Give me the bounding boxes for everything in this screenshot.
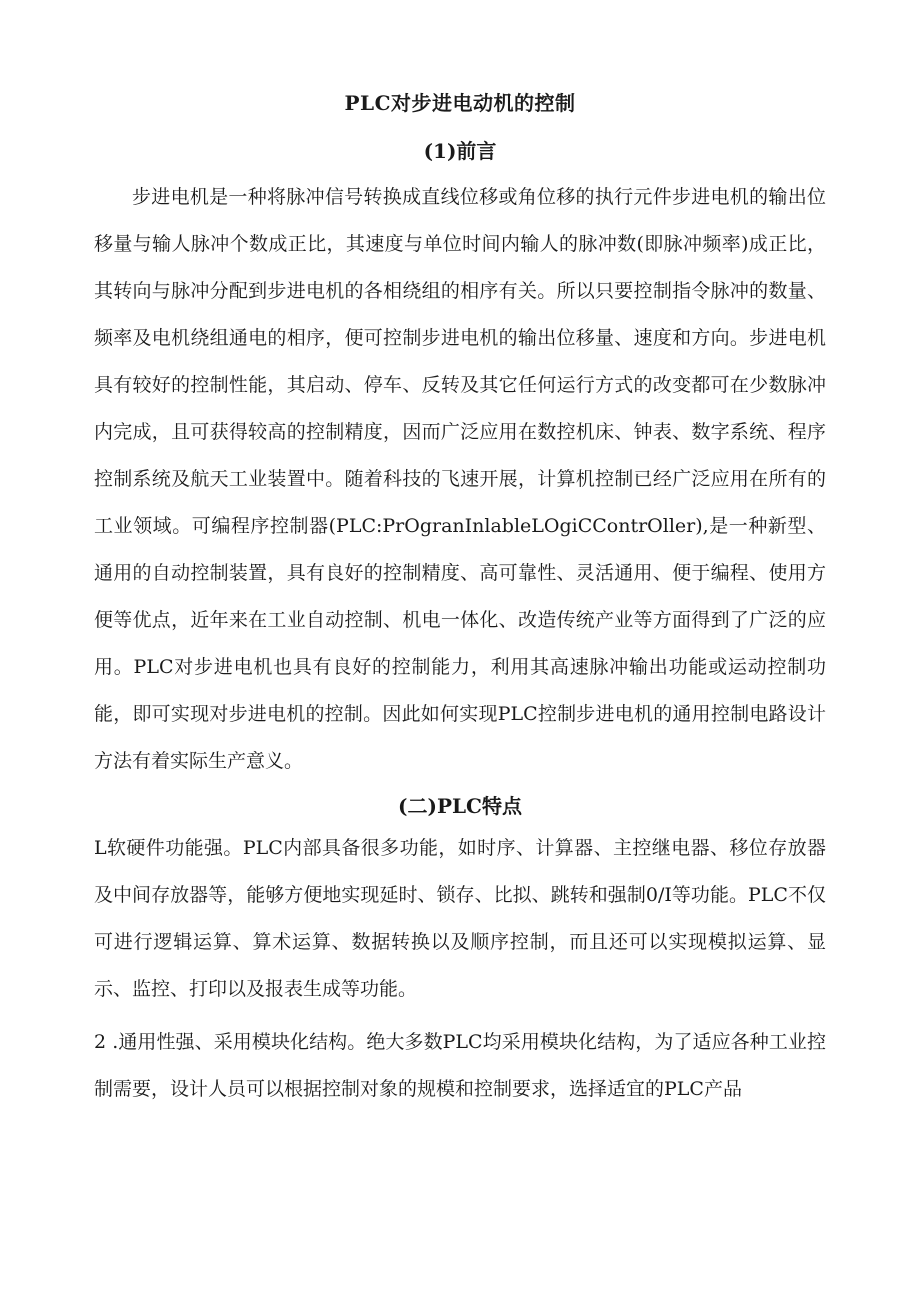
section-heading-plc-features: (二)PLC特点 bbox=[398, 794, 522, 818]
feature-item-1: L软硬件功能强。PLC内部具备很多功能，如时序、计算器、主控继电器、移位存放器及中间存放器等，能够方便地实现延时、锁存、比拟、跳转和强制0/I等功能。PLC不仅可进行逻辑运算、算术运算、数据转换以及顺序控制，而且还可以实现模拟运算、显示、监控、打印以及报表生成等功能。 bbox=[94, 837, 826, 1000]
preface-paragraph: 步进电机是一种将脉冲信号转换成直线位移或角位移的执行元件步进电机的输出位移量与输人脉冲个数成正比，其速度与单位时间内输人的脉冲数(即脉冲频率)成正比，其转向与脉冲分配到步进电机的各相绕组的相序有关。所以只要控制指令脉冲的数量、频率及电机绕组通电的相序，便可控制步进电机的输出位移量、速度和方向。步进电机具有较好的控制性能，其启动、停车、反转及其它任何运行方式的改变都可在少数脉冲内完成，且可获得较高的控制精度，因而广泛应用在数控机床、钟表、数字系统、程序控制系统及航天工业装置中。随着科技的飞速开展，计算机控制已经广泛应用在所有的工业领域。可编程序控制器(PLC:PrOgranInlableLOgiCContrOller),是一种新型、通用的自动控制装置，具有良好的控制精度、高可靠性、灵活通用、便于编程、使用方便等优点，近年来在工业自动控制、机电一体化、改造传统产业等方面得到了广泛的应用。PLC对步进电机也具有良好的控制能力，利用其高速脉冲输出功能或运动控制功能，即可实现对步进电机的控制。因此如何实现PLC控制步进电机的通用控制电路设计方法有着实际生产意义。 bbox=[94, 186, 826, 772]
section-heading-preface: (1)前言 bbox=[423, 139, 497, 163]
feature-item-2: 2 .通用性强、采用模块化结构。绝大多数PLC均采用模块化结构，为了适应各种工业控制需要，设计人员可以根据控制对象的规模和控制要求，选择适宜的PLC产品 bbox=[94, 1031, 826, 1100]
document-title: PLC对步进电动机的控制 bbox=[344, 91, 576, 115]
document-page bbox=[94, 88, 826, 1113]
